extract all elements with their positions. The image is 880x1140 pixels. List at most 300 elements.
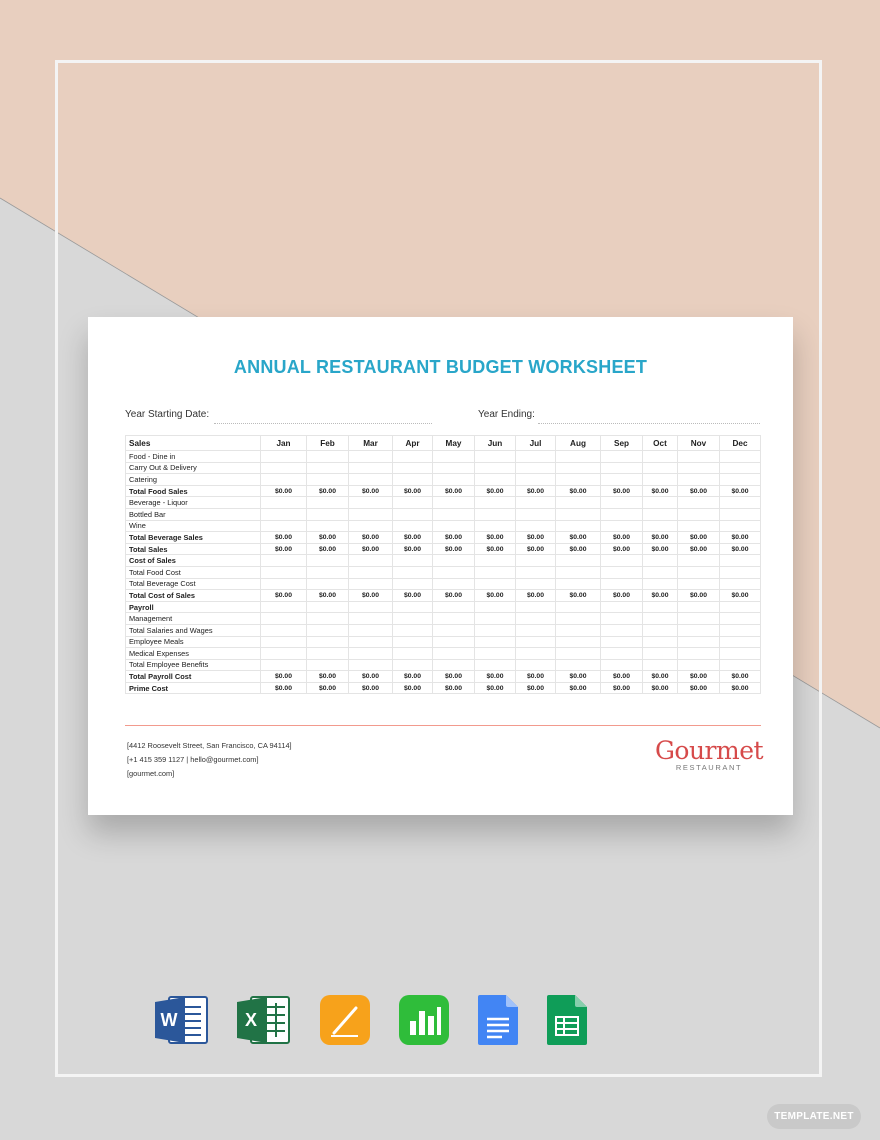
table-cell[interactable] [349,624,393,636]
table-cell[interactable]: $0.00 [720,543,761,555]
table-cell[interactable] [349,508,393,520]
table-cell[interactable] [433,508,475,520]
table-cell[interactable] [601,601,643,613]
table-cell[interactable] [393,451,433,463]
table-cell[interactable] [349,601,393,613]
table-cell[interactable] [720,451,761,463]
table-cell[interactable]: $0.00 [433,682,475,694]
table-cell[interactable] [433,566,475,578]
table-cell[interactable] [261,601,307,613]
table-cell[interactable] [556,636,601,648]
table-cell[interactable] [261,648,307,660]
row-label: Prime Cost [126,682,261,694]
table-cell[interactable]: $0.00 [393,671,433,683]
table-row [126,590,761,602]
table-cell[interactable] [433,474,475,486]
table-cell[interactable]: $0.00 [516,590,556,602]
table-cell[interactable] [516,497,556,509]
table-cell[interactable] [678,462,720,474]
table-row [126,474,761,486]
table-cell[interactable] [516,474,556,486]
table-cell[interactable]: $0.00 [475,543,516,555]
table-cell[interactable] [556,613,601,625]
table-cell[interactable] [307,462,349,474]
table-cell[interactable]: $0.00 [643,543,678,555]
table-cell[interactable] [643,520,678,532]
table-cell[interactable] [643,497,678,509]
table-cell[interactable] [349,462,393,474]
table-cell[interactable]: $0.00 [307,532,349,544]
table-cell[interactable] [261,474,307,486]
table-cell[interactable]: $0.00 [393,543,433,555]
table-cell[interactable] [475,601,516,613]
table-cell[interactable]: $0.00 [720,671,761,683]
table-cell[interactable] [433,520,475,532]
table-cell[interactable] [433,462,475,474]
table-cell[interactable]: $0.00 [516,682,556,694]
table-cell[interactable] [516,555,556,567]
table-cell[interactable] [601,462,643,474]
table-cell[interactable] [307,601,349,613]
table-cell[interactable] [720,462,761,474]
row-label: Total Payroll Cost [126,671,261,683]
table-cell[interactable]: $0.00 [601,485,643,497]
table-cell[interactable] [643,578,678,590]
table-row [126,555,761,567]
table-cell[interactable] [720,497,761,509]
table-cell[interactable] [720,520,761,532]
table-cell[interactable] [307,566,349,578]
table-row [126,462,761,474]
table-cell[interactable] [601,474,643,486]
worksheet-document [88,317,793,815]
table-cell[interactable] [261,659,307,671]
table-row [126,485,761,497]
table-cell[interactable]: $0.00 [307,671,349,683]
table-cell[interactable] [678,601,720,613]
table-cell[interactable] [433,497,475,509]
table-cell[interactable] [307,648,349,660]
table-cell[interactable] [516,624,556,636]
table-cell[interactable] [349,555,393,567]
table-cell[interactable] [307,497,349,509]
table-cell[interactable] [601,636,643,648]
table-cell[interactable] [349,636,393,648]
table-cell[interactable] [393,566,433,578]
table-cell[interactable]: $0.00 [433,532,475,544]
table-cell[interactable] [393,601,433,613]
table-cell[interactable]: $0.00 [307,590,349,602]
table-cell[interactable] [516,636,556,648]
table-cell[interactable]: $0.00 [349,671,393,683]
table-cell[interactable]: $0.00 [433,543,475,555]
table-cell[interactable]: $0.00 [643,682,678,694]
table-cell[interactable] [720,555,761,567]
word-icon[interactable] [155,995,211,1045]
table-cell[interactable] [349,566,393,578]
table-cell[interactable]: $0.00 [720,682,761,694]
table-cell[interactable] [556,497,601,509]
table-cell[interactable] [678,451,720,463]
table-cell[interactable] [349,613,393,625]
table-cell[interactable]: $0.00 [556,671,601,683]
row-label: Total Food Cost [126,566,261,578]
table-cell[interactable] [720,578,761,590]
table-row [126,578,761,590]
table-cell[interactable] [475,636,516,648]
column-header-may: May [433,436,475,451]
row-label: Wine [126,520,261,532]
table-cell[interactable] [393,578,433,590]
table-cell[interactable]: $0.00 [475,671,516,683]
table-cell[interactable] [601,451,643,463]
table-cell[interactable] [601,555,643,567]
table-cell[interactable]: $0.00 [643,532,678,544]
column-header-mar: Mar [349,436,393,451]
table-cell[interactable] [307,451,349,463]
table-cell[interactable]: $0.00 [678,532,720,544]
table-cell[interactable] [433,636,475,648]
table-cell[interactable] [516,508,556,520]
year-start-line [214,423,432,424]
table-header-row [126,436,761,451]
table-cell[interactable] [556,566,601,578]
table-cell[interactable] [556,648,601,660]
table-cell[interactable]: $0.00 [601,590,643,602]
row-label: Total Beverage Cost [126,578,261,590]
table-cell[interactable]: $0.00 [720,485,761,497]
table-cell[interactable] [261,497,307,509]
table-row [126,451,761,463]
table-cell[interactable] [393,648,433,660]
table-cell[interactable] [393,636,433,648]
table-cell[interactable] [516,566,556,578]
row-label: Total Employee Benefits [126,659,261,671]
column-header-oct: Oct [643,436,678,451]
table-cell[interactable] [433,555,475,567]
table-cell[interactable] [393,555,433,567]
table-row [126,671,761,683]
table-cell[interactable] [433,659,475,671]
table-cell[interactable]: $0.00 [261,682,307,694]
table-cell[interactable]: $0.00 [556,590,601,602]
table-cell[interactable] [720,636,761,648]
table-row [126,543,761,555]
table-cell[interactable]: $0.00 [475,682,516,694]
table-cell[interactable]: $0.00 [261,590,307,602]
table-cell[interactable] [720,613,761,625]
table-cell[interactable] [475,520,516,532]
table-cell[interactable] [643,508,678,520]
table-cell[interactable] [261,624,307,636]
table-cell[interactable] [601,508,643,520]
table-cell[interactable] [307,624,349,636]
table-cell[interactable] [720,624,761,636]
table-row [126,648,761,660]
table-cell[interactable] [643,555,678,567]
table-cell[interactable] [556,520,601,532]
table-cell[interactable] [601,613,643,625]
table-cell[interactable]: $0.00 [307,543,349,555]
table-cell[interactable] [643,566,678,578]
table-cell[interactable] [643,648,678,660]
table-cell[interactable] [643,624,678,636]
table-cell[interactable] [556,624,601,636]
table-cell[interactable] [349,578,393,590]
table-cell[interactable] [678,648,720,660]
table-cell[interactable] [678,636,720,648]
table-cell[interactable] [393,613,433,625]
table-cell[interactable] [261,566,307,578]
table-cell[interactable]: $0.00 [516,485,556,497]
table-cell[interactable]: $0.00 [393,485,433,497]
table-cell[interactable] [393,462,433,474]
table-cell[interactable] [307,578,349,590]
table-cell[interactable] [516,648,556,660]
table-row [126,508,761,520]
table-cell[interactable] [601,659,643,671]
table-cell[interactable]: $0.00 [601,671,643,683]
table-row [126,532,761,544]
table-cell[interactable] [678,520,720,532]
table-cell[interactable] [601,520,643,532]
table-cell[interactable]: $0.00 [556,543,601,555]
table-cell[interactable] [643,613,678,625]
table-cell[interactable] [307,520,349,532]
table-cell[interactable] [475,578,516,590]
table-cell[interactable]: $0.00 [393,682,433,694]
table-cell[interactable] [556,578,601,590]
table-cell[interactable]: $0.00 [643,485,678,497]
table-cell[interactable]: $0.00 [678,485,720,497]
table-cell[interactable]: $0.00 [720,590,761,602]
table-cell[interactable] [433,648,475,660]
table-cell[interactable] [516,462,556,474]
table-cell[interactable] [475,508,516,520]
table-cell[interactable] [643,462,678,474]
table-cell[interactable] [393,508,433,520]
table-cell[interactable] [307,555,349,567]
table-cell[interactable] [516,578,556,590]
table-cell[interactable]: $0.00 [556,485,601,497]
table-cell[interactable] [433,624,475,636]
table-cell[interactable] [475,566,516,578]
table-cell[interactable]: $0.00 [601,543,643,555]
table-cell[interactable]: $0.00 [643,590,678,602]
table-cell[interactable] [678,566,720,578]
table-cell[interactable] [433,578,475,590]
table-cell[interactable] [307,659,349,671]
column-header-aug: Aug [556,436,601,451]
table-cell[interactable] [261,555,307,567]
table-cell[interactable]: $0.00 [556,682,601,694]
table-cell[interactable]: $0.00 [601,532,643,544]
table-cell[interactable] [307,636,349,648]
table-cell[interactable] [556,451,601,463]
svg-text:X: X [244,1010,258,1030]
table-cell[interactable]: $0.00 [261,671,307,683]
table-cell[interactable]: $0.00 [307,682,349,694]
table-cell[interactable]: $0.00 [475,532,516,544]
table-cell[interactable] [433,613,475,625]
table-cell[interactable] [601,578,643,590]
table-cell[interactable] [556,508,601,520]
table-cell[interactable]: $0.00 [643,671,678,683]
table-cell[interactable]: $0.00 [678,590,720,602]
table-cell[interactable] [678,474,720,486]
table-cell[interactable]: $0.00 [516,543,556,555]
table-cell[interactable] [643,636,678,648]
table-cell[interactable]: $0.00 [720,532,761,544]
table-cell[interactable]: $0.00 [475,485,516,497]
row-label: Medical Expenses [126,648,261,660]
table-cell[interactable]: $0.00 [678,543,720,555]
app-icons-row [0,995,880,1045]
table-cell[interactable] [261,613,307,625]
table-cell[interactable]: $0.00 [475,590,516,602]
table-cell[interactable] [516,451,556,463]
table-cell[interactable]: $0.00 [433,671,475,683]
table-cell[interactable] [475,497,516,509]
table-cell[interactable]: $0.00 [433,485,475,497]
table-cell[interactable] [475,462,516,474]
table-cell[interactable] [475,555,516,567]
excel-icon[interactable] [237,995,293,1045]
table-cell[interactable] [349,520,393,532]
table-cell[interactable] [475,624,516,636]
table-cell[interactable]: $0.00 [556,532,601,544]
table-cell[interactable] [516,613,556,625]
table-cell[interactable] [433,451,475,463]
table-cell[interactable] [556,462,601,474]
table-cell[interactable] [261,462,307,474]
table-cell[interactable] [643,659,678,671]
table-row [126,682,761,694]
table-cell[interactable]: $0.00 [516,671,556,683]
table-cell[interactable]: $0.00 [349,543,393,555]
table-cell[interactable] [516,601,556,613]
table-cell[interactable] [307,613,349,625]
table-cell[interactable]: $0.00 [261,485,307,497]
row-label: Carry Out & Delivery [126,462,261,474]
table-cell[interactable] [433,601,475,613]
table-cell[interactable]: $0.00 [349,590,393,602]
table-cell[interactable] [643,601,678,613]
table-cell[interactable]: $0.00 [601,682,643,694]
row-label: Management [126,613,261,625]
table-cell[interactable] [475,613,516,625]
table-cell[interactable]: $0.00 [678,682,720,694]
table-cell[interactable]: $0.00 [349,485,393,497]
table-cell[interactable] [720,601,761,613]
table-cell[interactable]: $0.00 [678,671,720,683]
table-cell[interactable] [349,451,393,463]
table-cell[interactable] [349,497,393,509]
table-cell[interactable] [678,659,720,671]
table-cell[interactable] [261,578,307,590]
table-cell[interactable]: $0.00 [433,590,475,602]
table-cell[interactable]: $0.00 [307,485,349,497]
table-cell[interactable] [601,566,643,578]
table-cell[interactable] [261,508,307,520]
google-sheets-icon[interactable] [547,995,589,1045]
table-cell[interactable] [643,474,678,486]
table-row [126,601,761,613]
table-cell[interactable] [601,648,643,660]
table-cell[interactable]: $0.00 [516,532,556,544]
numbers-icon[interactable] [399,995,449,1045]
table-cell[interactable] [349,474,393,486]
table-cell[interactable] [720,648,761,660]
table-cell[interactable] [678,497,720,509]
table-cell[interactable] [261,520,307,532]
pages-icon[interactable] [320,995,370,1045]
table-cell[interactable] [720,508,761,520]
column-header-jun: Jun [475,436,516,451]
table-cell[interactable] [307,508,349,520]
table-cell[interactable] [475,659,516,671]
table-cell[interactable] [601,497,643,509]
footer-divider [125,725,761,726]
table-cell[interactable] [556,601,601,613]
google-docs-icon[interactable] [478,995,520,1045]
table-cell[interactable] [678,555,720,567]
table-cell[interactable] [393,520,433,532]
table-cell[interactable] [720,474,761,486]
table-row [126,624,761,636]
logo-text: Gourmet [654,736,764,765]
table-cell[interactable] [601,624,643,636]
table-cell[interactable] [393,474,433,486]
budget-table [125,435,761,694]
column-header-apr: Apr [393,436,433,451]
table-cell[interactable] [556,555,601,567]
table-cell[interactable] [678,613,720,625]
table-cell[interactable] [556,474,601,486]
table-cell[interactable] [349,659,393,671]
table-cell[interactable] [393,659,433,671]
table-cell[interactable]: $0.00 [393,590,433,602]
table-cell[interactable] [516,659,556,671]
table-cell[interactable] [475,648,516,660]
table-cell[interactable] [720,566,761,578]
table-cell[interactable] [475,451,516,463]
table-cell[interactable] [678,578,720,590]
table-cell[interactable] [261,451,307,463]
table-cell[interactable]: $0.00 [349,682,393,694]
table-cell[interactable] [678,508,720,520]
table-cell[interactable] [393,624,433,636]
table-cell[interactable] [307,474,349,486]
table-cell[interactable]: $0.00 [261,543,307,555]
table-cell[interactable] [720,659,761,671]
footer-website: [gourmet.com] [127,769,175,778]
table-cell[interactable] [678,624,720,636]
table-cell[interactable] [393,497,433,509]
table-cell[interactable] [643,451,678,463]
table-cell[interactable] [475,474,516,486]
table-cell[interactable]: $0.00 [349,532,393,544]
row-label: Food - Dine in [126,451,261,463]
table-cell[interactable] [556,659,601,671]
table-cell[interactable] [349,648,393,660]
table-row [126,520,761,532]
template-net-badge[interactable]: TEMPLATE.NET [767,1104,861,1129]
table-cell[interactable] [261,636,307,648]
table-cell[interactable]: $0.00 [393,532,433,544]
table-cell[interactable]: $0.00 [261,532,307,544]
table-cell[interactable] [516,520,556,532]
